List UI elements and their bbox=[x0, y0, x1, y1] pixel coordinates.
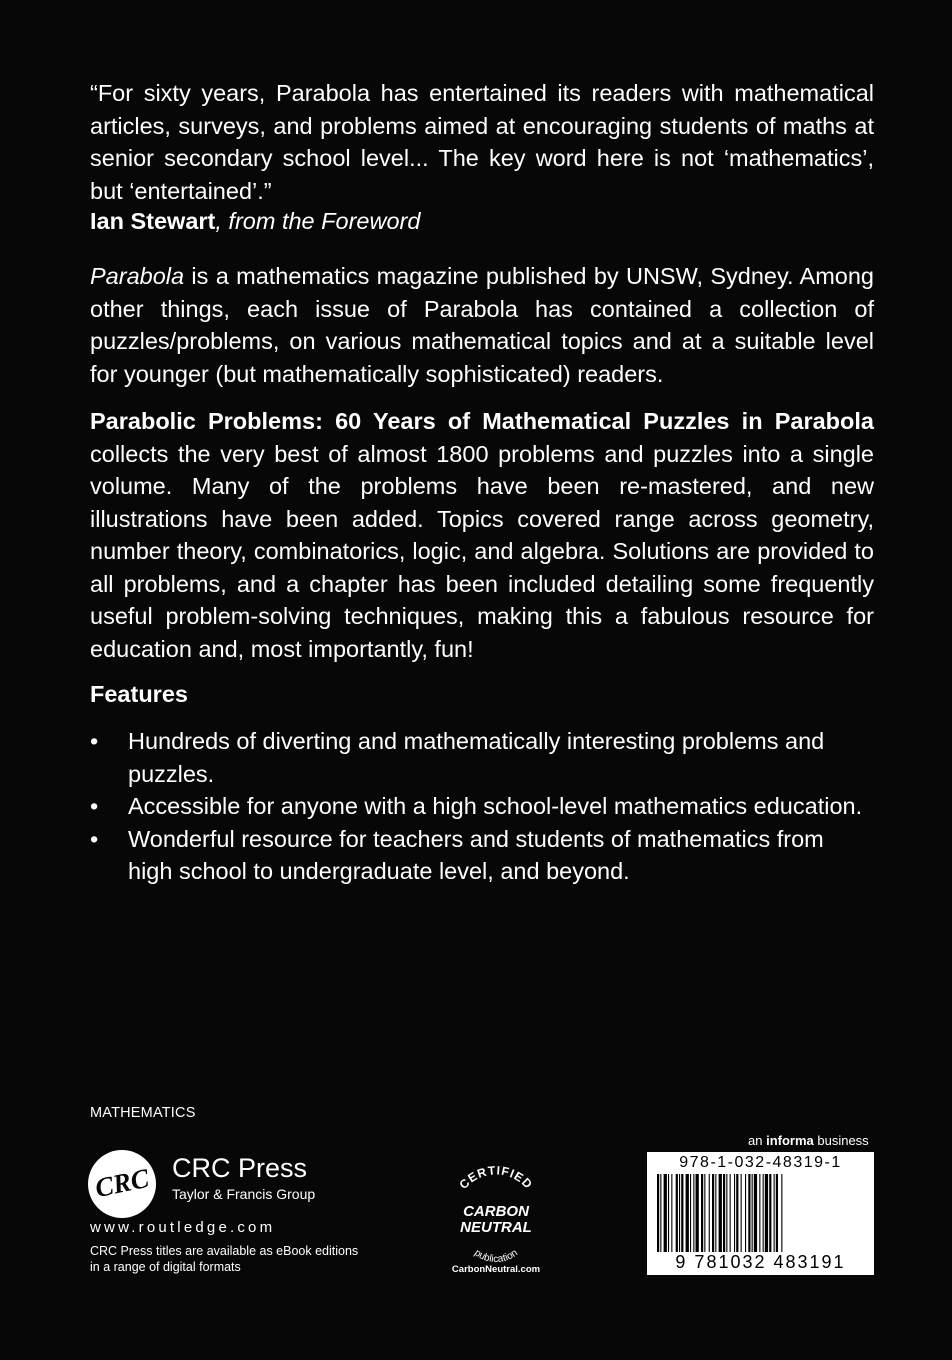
feature-item bbox=[90, 725, 874, 790]
crc-logo-icon bbox=[88, 1150, 156, 1218]
barcode-bar bbox=[671, 1174, 672, 1252]
feature-item bbox=[90, 823, 874, 888]
barcode-bar bbox=[759, 1174, 760, 1252]
barcode-bar bbox=[765, 1174, 768, 1252]
barcode-bar bbox=[769, 1174, 771, 1252]
barcode-bar bbox=[719, 1174, 722, 1252]
barcode-bar bbox=[734, 1174, 735, 1252]
carbon-neutral-seal-icon bbox=[440, 1158, 552, 1278]
seal-site: CarbonNeutral.com bbox=[451, 1264, 541, 1275]
ebook-note: CRC Press titles are available as eBook editions in a range of digital formats bbox=[90, 1244, 359, 1274]
barcode-bar bbox=[690, 1174, 691, 1252]
magazine-name: Parabola bbox=[90, 263, 185, 289]
barcode-bar bbox=[736, 1174, 738, 1252]
barcode-bar bbox=[776, 1174, 778, 1252]
features-list bbox=[90, 725, 874, 888]
barcode-bar bbox=[754, 1174, 757, 1252]
isbn-number: 978-1-032-48319-1 bbox=[679, 1154, 842, 1171]
seal-publication: publication bbox=[472, 1247, 520, 1266]
barcode-bar bbox=[715, 1174, 716, 1252]
features-heading: Features bbox=[90, 681, 188, 707]
barcode-bar bbox=[748, 1174, 750, 1252]
description-paragraph bbox=[90, 405, 874, 665]
barcode-bar bbox=[696, 1174, 699, 1252]
barcode-bar bbox=[745, 1174, 746, 1252]
feature-item bbox=[90, 790, 874, 823]
barcode-bar bbox=[657, 1174, 659, 1252]
barcode-bar bbox=[664, 1174, 667, 1252]
intro-paragraph bbox=[90, 260, 874, 390]
feature-text: Wonderful resource for teachers and students of mathematics from high school to undergraduate level, and beyond. bbox=[128, 825, 824, 884]
intro-text: is a mathematics magazine published by UNSW, Sydney. Among other things, each issue of Parabola has contained a collection of puzzles/problems, on various mathematical topics and at a suitable level for younger (but mathematically sophisticated) readers. bbox=[90, 263, 874, 387]
feature-text: Accessible for anyone with a high school-level mathematics education. bbox=[128, 793, 863, 819]
bullet-icon: • bbox=[90, 793, 99, 819]
svg-text:publication bbox=[472, 1247, 520, 1265]
barcode-bar bbox=[660, 1174, 661, 1252]
quote-author: Ian Stewart bbox=[90, 208, 216, 234]
barcode-bar bbox=[730, 1174, 731, 1252]
barcode-bar bbox=[781, 1174, 782, 1252]
informa-tagline bbox=[748, 1133, 869, 1148]
bullet-icon: • bbox=[90, 825, 99, 852]
barcode-bar bbox=[752, 1174, 753, 1252]
barcode-bar bbox=[681, 1174, 683, 1252]
quote-attribution bbox=[90, 205, 874, 238]
description-text: collects the very best of almost 1800 problems and puzzles into a single volume. Many of the problems have been re-mastered, and new illustrations have been added. Topics covered range across geometry, number theory, combinatorics, logic, and algebra. Solutions are provided to all problems, and a chapter has been included detailing some frequently useful problem-solving techniques, making this a fabulous resource for education and, most importantly, fun! bbox=[90, 440, 874, 662]
seal-neutral: NEUTRAL bbox=[460, 1219, 532, 1236]
ean-digits: 9 781032 483191 bbox=[675, 1252, 846, 1272]
barcode-bar bbox=[693, 1174, 694, 1252]
barcode-bar bbox=[668, 1174, 669, 1252]
barcode-bar bbox=[763, 1174, 764, 1252]
foreword-quote bbox=[90, 77, 874, 207]
book-title: Parabolic Problems: 60 Years of Mathematical Puzzles in Parabola bbox=[90, 408, 874, 434]
informa-suffix: business bbox=[813, 1133, 869, 1148]
barcode-bar bbox=[676, 1174, 678, 1252]
barcode-icon bbox=[657, 1174, 864, 1252]
subject-category: MATHEMATICS bbox=[90, 1105, 196, 1121]
quote-source: , from the Foreword bbox=[215, 208, 421, 234]
quote-text: “For sixty years, Parabola has entertained its readers with mathematical articles, surveys, and problems aimed at encouraging students of maths at senior secondary school level... The key word here is not ‘mathematics’, but ‘entertained’.” bbox=[90, 80, 874, 204]
publisher-name: CRC Press bbox=[172, 1153, 308, 1183]
informa-prefix: an bbox=[748, 1133, 767, 1148]
barcode-bar bbox=[686, 1174, 689, 1252]
barcode-bar bbox=[723, 1174, 725, 1252]
barcode-bar bbox=[774, 1174, 775, 1252]
seal-carbon: CARBON bbox=[463, 1203, 529, 1220]
svg-text:CERTIFIED bbox=[456, 1163, 535, 1192]
barcode-bar bbox=[704, 1174, 705, 1252]
barcode-bar bbox=[741, 1174, 742, 1252]
feature-text: Hundreds of diverting and mathematically interesting problems and puzzles. bbox=[128, 728, 825, 787]
barcode-bar bbox=[709, 1174, 710, 1252]
crc-logo-text: CRC bbox=[92, 1162, 152, 1204]
isbn-barcode bbox=[647, 1152, 874, 1275]
bullet-icon: • bbox=[90, 728, 99, 754]
barcode-bar bbox=[726, 1174, 727, 1252]
informa-brand: informa bbox=[766, 1133, 814, 1148]
barcode-bar bbox=[679, 1174, 680, 1252]
publisher-website[interactable]: www.routledge.com bbox=[90, 1219, 276, 1236]
barcode-bar bbox=[701, 1174, 703, 1252]
barcode-bar bbox=[712, 1174, 714, 1252]
publisher-group: Taylor & Francis Group bbox=[172, 1186, 316, 1202]
seal-certified: CERTIFIED bbox=[456, 1163, 536, 1192]
